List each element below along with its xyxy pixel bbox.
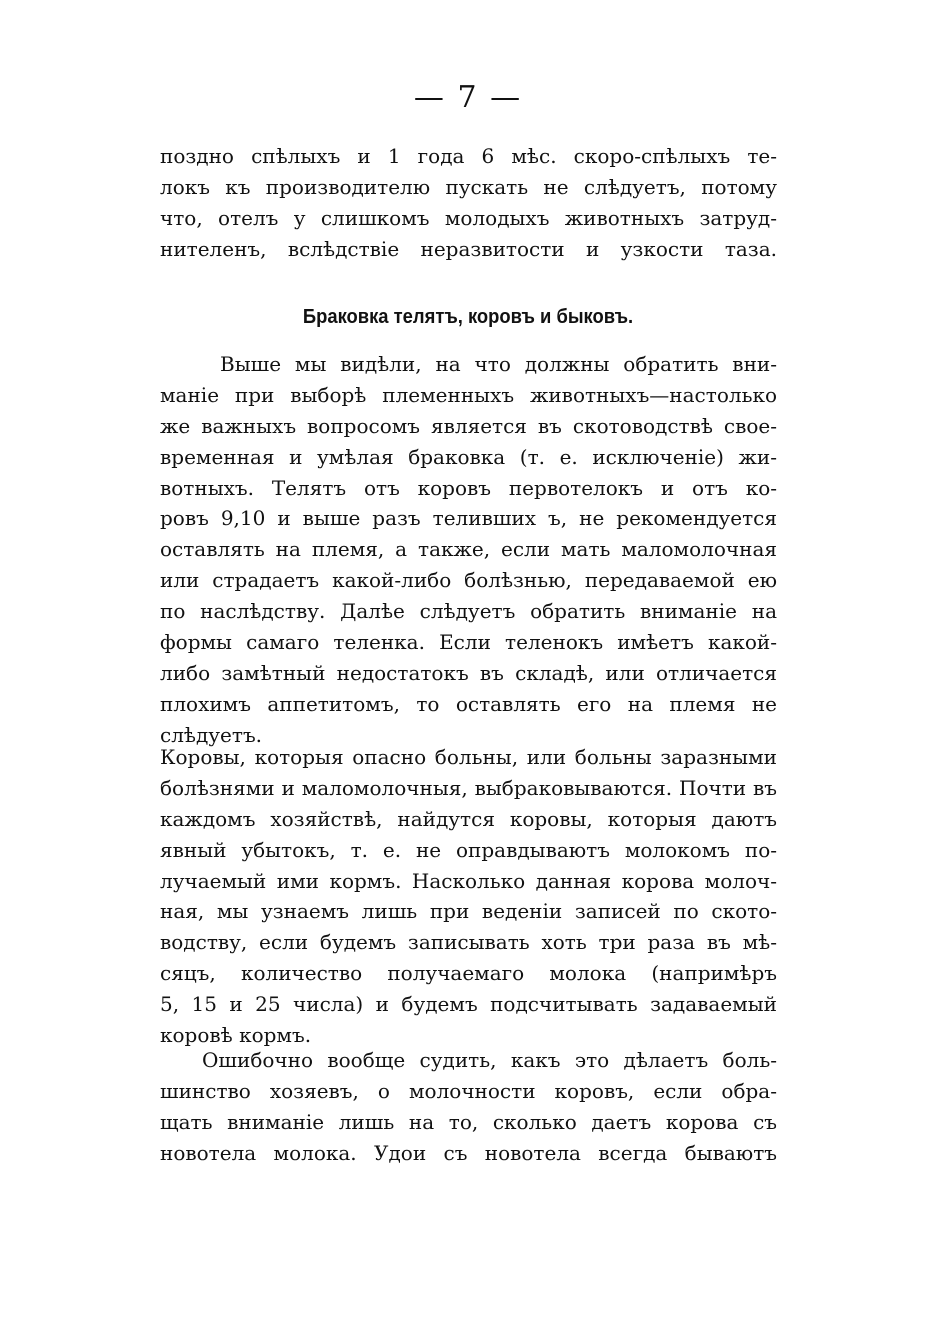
- text-line: Ошибочно вообще судить, какъ это дѣлаетъ боль-: [202, 1048, 777, 1072]
- text-line: маніе при выборѣ племенныхъ животныхъ—настолько: [160, 382, 777, 407]
- text-line: же важныхъ вопросомъ является въ скотоводствѣ свое-: [160, 413, 777, 438]
- text-line: явный убытокъ, т. е. не оправдываютъ молокомъ по-: [160, 837, 777, 862]
- text-line: щать вниманіе лишь на то, сколько даетъ корова съ: [160, 1109, 777, 1134]
- text-line: ровъ 9,10 и выше разъ теливших ъ, не рекомендуется: [160, 506, 777, 531]
- section-title: Браковка телятъ, коровъ и быковъ.: [302, 306, 634, 328]
- page-number: — 7 —: [413, 80, 523, 115]
- text-line: каждомъ хозяйствѣ, найдутся коровы, которыя даютъ: [160, 806, 777, 831]
- text-line: временная и умѣлая браковка (т. е. исключеніе) жи-: [160, 444, 777, 469]
- text-line: Выше мы видѣли, на что должны обратить вни-: [220, 352, 777, 376]
- text-line: либо замѣтный недостатокъ въ складѣ, или отличается: [160, 660, 777, 685]
- paragraph-2: [160, 349, 777, 751]
- text-line: что, отелъ у слишкомъ молодыхъ животныхъ затруд-: [160, 205, 777, 230]
- text-line: Коровы, которыя опасно больны, или больны заразными: [160, 745, 777, 769]
- paragraph-4: [160, 1045, 777, 1169]
- text-line: или страдаетъ какой-либо болѣзнью, передаваемой ею: [160, 568, 777, 593]
- text-line: формы самаго теленка. Если теленокъ имѣетъ какой-: [160, 630, 777, 655]
- text-line: лучаемый ими кормъ. Насколько данная корова молоч-: [160, 868, 777, 893]
- text-line: новотела молока. Удои съ новотела всегда бываютъ: [160, 1140, 777, 1165]
- text-line: плохимъ аппетитомъ, то оставлять его на племя не: [160, 691, 777, 716]
- text-line: 5, 15 и 25 числа) и будемъ подсчитывать задаваемый: [160, 992, 777, 1017]
- text-line: сяцъ, количество получаемаго молока (напримѣръ: [160, 961, 777, 986]
- text-line: болѣзнями и маломолочныя, выбраковываются. Почти въ: [160, 775, 777, 800]
- text-line: водству, если будемъ записывать хоть три раза въ мѣ-: [160, 930, 777, 955]
- text-line: по наслѣдству. Далѣе слѣдуетъ обратить вниманіе на: [160, 599, 777, 624]
- text-line: ная, мы узнаемъ лишь при веденіи записей по ското-: [160, 899, 777, 924]
- text-line: шинство хозяевъ, о молочности коровъ, если обра-: [160, 1078, 777, 1103]
- text-line: оставлять на племя, а также, если мать маломолочная: [160, 537, 777, 562]
- paragraph-1: [160, 141, 777, 265]
- paragraph-3: [160, 742, 777, 1051]
- text-line: слѣдуетъ.: [160, 722, 263, 747]
- text-line: локъ къ производителю пускать не слѣдуетъ, потому: [160, 174, 777, 199]
- text-line: вотныхъ. Телятъ отъ коровъ первотелокъ и отъ ко-: [160, 475, 777, 500]
- text-line: нителенъ, вслѣдствіе неразвитости и узкости таза.: [160, 236, 777, 261]
- text-line: поздно спѣлыхъ и 1 года 6 мѣс. скоро-спѣлыхъ те-: [160, 144, 777, 168]
- text-line: коровѣ кормъ.: [160, 1023, 312, 1048]
